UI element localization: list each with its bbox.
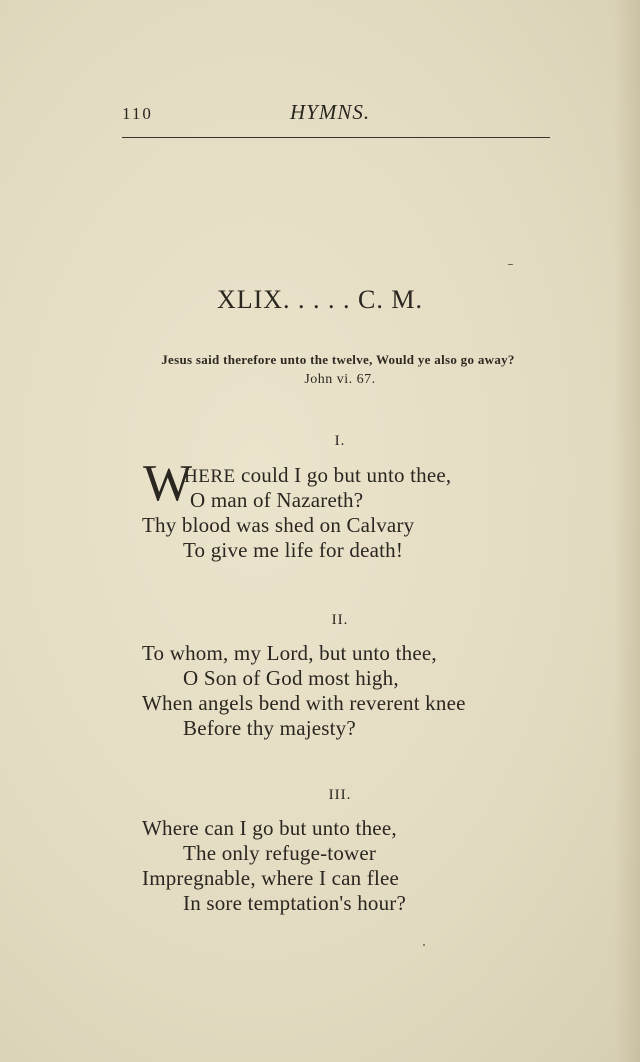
stanza-numeral-1: I. [334, 433, 346, 449]
stanza-2-line-1: To whom, my Lord, but unto thee, [142, 641, 437, 665]
stanza-3-line-2: The only refuge-tower [183, 841, 377, 865]
hymn-heading: XLIX. . . . . C. M. [216, 285, 424, 314]
paper-speck [423, 944, 425, 946]
drop-cap: W [143, 455, 193, 512]
stanza-2-line-4: Before thy majesty? [183, 716, 356, 740]
stanza-1-line-3: Thy blood was shed on Calvary [142, 513, 415, 537]
header-rule [122, 137, 550, 138]
page-header [122, 100, 550, 130]
stanza-3-line-1: Where can I go but unto thee, [142, 816, 397, 840]
stanza-numeral-3: III. [328, 787, 352, 803]
paper-speck [508, 264, 513, 265]
scripture-citation: John vi. 67. [304, 372, 376, 387]
page-edge-shadow [614, 0, 640, 1062]
stanza-numeral-2: II. [331, 612, 349, 628]
stanza-2-line-3: When angels bend with reverent knee [142, 691, 466, 715]
epigraph: Jesus said therefore unto the twelve, Would ye also go away? [161, 352, 515, 367]
stanza-3-line-3: Impregnable, where I can flee [142, 866, 400, 890]
running-title: HYMNS. [290, 100, 371, 124]
stanza-1-line-1 [184, 463, 451, 488]
stanza-1-line-4: To give me life for death! [183, 538, 404, 562]
first-word-smallcaps: HERE [184, 466, 236, 487]
page-number: 110 [122, 104, 153, 123]
stanza-1-line-1-text: could I go but unto thee, [235, 463, 452, 487]
stanza-2-line-2: O Son of God most high, [183, 666, 399, 690]
stanza-3-line-4: In sore temptation's hour? [183, 891, 407, 915]
stanza-1-line-2: O man of Nazareth? [190, 488, 364, 512]
